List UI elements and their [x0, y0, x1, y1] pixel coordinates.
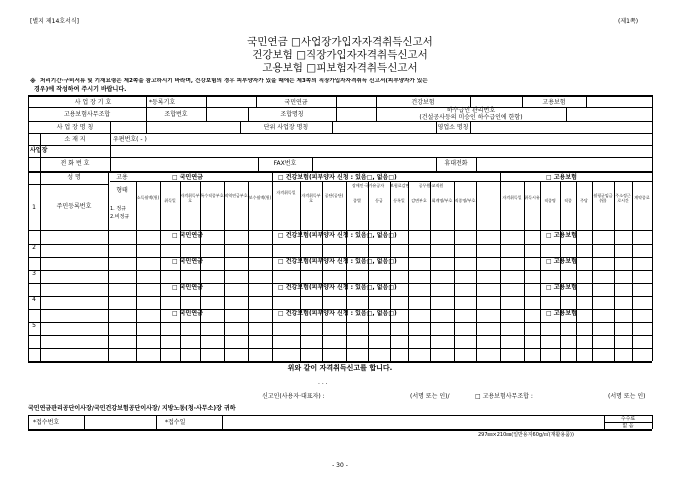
row-2-number: 2 [32, 244, 36, 251]
row-4-np-checkbox[interactable]: □ 국민연금 [172, 284, 203, 291]
ei-sub-wage: 월평균임금(원) [593, 193, 613, 203]
mobile-label: 휴대전화 [444, 160, 468, 167]
ei-sub-weekly: 주당 [580, 198, 588, 203]
hi-sub-agency: 공단(공단) [324, 193, 344, 198]
sub-contract-note: (건설공사등의 미승인 하수급인에 한함) [419, 114, 523, 121]
row-5-np-checkbox[interactable]: □ 국민연금 [172, 310, 203, 317]
np-sub-pension: 직역연금부호 [224, 193, 248, 198]
receipt-no-label: *접수번호 [33, 419, 60, 426]
hi-sub-code: 자격취득부호 [301, 193, 321, 203]
page-count: (제1쪽) [618, 18, 639, 25]
hi-group-reduction: 보험료감면 [390, 183, 410, 188]
row-1-hi-checkbox[interactable]: □ 건강보험(피부양자 신청 : 있음□, 없음□) [278, 174, 397, 181]
form-type-irregular: 2.비정규 [110, 214, 130, 220]
ei-sub-date: 자격취득일 [502, 195, 522, 200]
rrn-header: 주민등록번호 [56, 203, 92, 210]
title-employment-insurance: 고용보험 □피보험자격취득신고서 [262, 62, 418, 74]
ei-sub-job: 직종 [564, 198, 572, 203]
row-3-number: 3 [32, 270, 36, 277]
reporter-label: 신고인(사용자·대표자) : [262, 393, 325, 400]
np-sub-income: 소득월액(원) [136, 195, 160, 200]
fee-value: 없 음 [622, 423, 634, 429]
row-3-ei-checkbox[interactable]: □ 고용보험 [546, 258, 577, 265]
workplace-name-label: 사 업 장 명 칭 [56, 124, 94, 131]
hi-group-disabled: 장애인·국가유공자 [351, 183, 385, 188]
hi-sub-pay: 보수월액(원) [248, 195, 272, 200]
page-number: - 30 - [332, 462, 348, 469]
notice-line-2: 경우)에 작성하여 주시기 바랍니다. [34, 86, 127, 93]
workplace-side-label: 사업장 [30, 147, 48, 154]
recipients-line: 국민연금관리공단이사장/국민건강보험공단이사장/ 지방노동(청·사무소)장 귀하 [28, 405, 236, 412]
row-3-hi-checkbox[interactable]: □ 건강보험(피부양자 신청 : 있음□, 없음□) [278, 258, 397, 265]
person-name-header: 성 명 [67, 174, 81, 181]
hi-sub-regdate: 등록일 [393, 198, 405, 203]
receipt-date-label: *접수일 [165, 419, 186, 426]
row-5-number: 5 [32, 322, 36, 329]
ei-form-header: 고용 [116, 174, 128, 181]
hi-label: 건강보험 [411, 99, 435, 106]
declaration-text: 위와 같이 자격취득신고를 합니다. [287, 364, 393, 372]
union-name-label: 조합명칭 [280, 111, 304, 118]
phone-label: 전 화 번 호 [60, 160, 90, 167]
notice-mark: ※ [30, 78, 36, 85]
union-no-label: 조합번호 [164, 111, 188, 118]
ei-sub-reason: 취득시유 [524, 195, 540, 200]
row-2-np-checkbox[interactable]: □ 국민연금 [172, 232, 203, 239]
mgmt-no-label: 사 업 장 기 호 [74, 99, 112, 106]
date-line[interactable]: . . . [318, 379, 328, 386]
row-2-hi-checkbox[interactable]: □ 건강보험(피부양자 신청 : 있음□, 없음□) [278, 232, 397, 239]
ei-sub-contract: 계약종료 [634, 195, 650, 200]
ei-office-label: 고용보험사무조합 [63, 111, 111, 118]
title-national-pension: 국민연금 □사업장가입자자격취득신고서 [247, 36, 433, 48]
ei-agency-checkbox[interactable]: □ 고용보험사무조합 : [475, 393, 533, 400]
row-1-number: 1 [32, 204, 36, 211]
row-1-np-checkbox[interactable]: □ 국민연금 [172, 174, 203, 181]
np-label: 국민연금 [284, 99, 308, 106]
address-label: 소 재 지 [64, 136, 86, 143]
hi-sub-date: 자격취득일 [276, 190, 296, 195]
symbol-label: *등록기호 [149, 99, 176, 106]
paper-spec: 297㎜×210㎜(일반용지60g/㎡(재활용품)) [478, 432, 574, 438]
ei-label: 고용보험 [542, 99, 566, 106]
row-4-hi-checkbox[interactable]: □ 건강보험(피부양자 신청 : 있음□, 없음□) [278, 284, 397, 291]
hi-sub-job: 직종명/부호 [454, 198, 476, 203]
np-sub-date: 취득일 [164, 198, 176, 203]
row-1-ei-checkbox[interactable]: □ 고용보험 [546, 174, 577, 181]
reporter-sign[interactable]: (서명 또는 인)/ [410, 393, 450, 400]
hi-sub-class: 종별 [353, 198, 361, 203]
hi-sub-grade: 등급 [375, 198, 383, 203]
row-5-hi-checkbox[interactable]: □ 건강보험(피부양자 신청 : 있음□, 없음□) [278, 310, 397, 317]
form-type-regular: 1. 정규 [110, 206, 127, 212]
row-3-np-checkbox[interactable]: □ 국민연금 [172, 258, 203, 265]
form-type-header: 형태 [116, 187, 128, 194]
hi-sub-reduction-code: 감면부호 [411, 198, 427, 203]
fee-label: 수수료 [620, 416, 636, 422]
np-sub-special: 특수직종부호 [200, 193, 224, 198]
hi-sub-account: 회계명/부호 [431, 198, 453, 203]
row-4-ei-checkbox[interactable]: □ 고용보험 [546, 284, 577, 291]
form-id: [별지 제14호서식] [30, 18, 79, 25]
agency-sign[interactable]: (서명 또는 인) [608, 393, 646, 400]
row-4-number: 4 [32, 296, 36, 303]
business-office-label: 영업소 명칭 [437, 124, 469, 131]
ei-sub-job-name: 직종명 [544, 198, 556, 203]
notice-line-1: 처리기간·구비서류 및 기재요령은 제2쪽을 참고하시기 바라며, 건강보험의 경우 피부양자가 있을 때에는 제3쪽의 직장가입자자격취득 신고서(피부양자가 있는 [40, 78, 428, 84]
unit-name-label: 단위 사업장 명칭 [263, 124, 309, 131]
sub-contract-label: 하수급인 관리번호 [446, 107, 496, 114]
postal-code-field[interactable]: 우편번호( - ) [113, 136, 147, 143]
fax-label: FAX번호 [273, 160, 297, 167]
np-sub-code: 자격취득부호 [180, 193, 200, 203]
ei-sub-hours: 주소정근로시간 [615, 193, 631, 203]
hi-group-official: 공무원·교직원 [418, 183, 444, 188]
row-2-ei-checkbox[interactable]: □ 고용보험 [546, 232, 577, 239]
row-5-ei-checkbox[interactable]: □ 고용보험 [546, 310, 577, 317]
title-health-insurance: 건강보험 □직장가입자자격취득신고서 [252, 49, 428, 61]
